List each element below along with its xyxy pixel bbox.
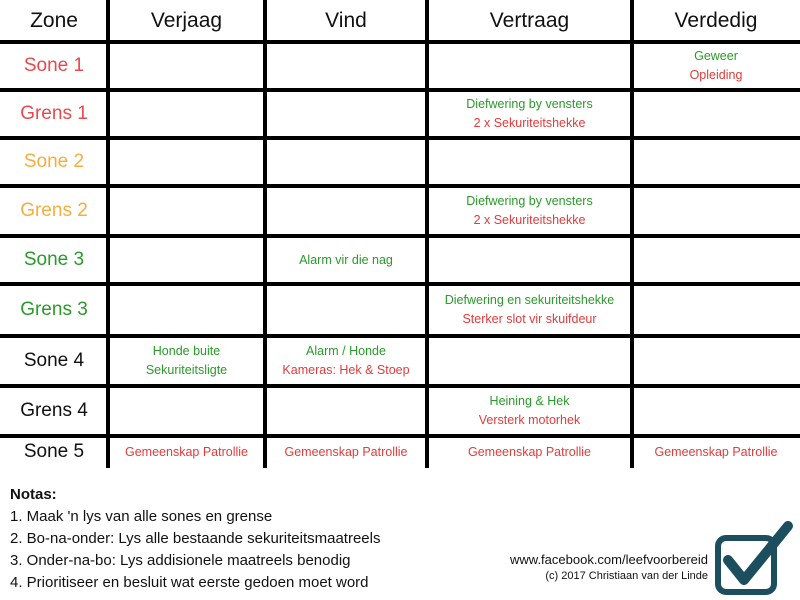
cell-entry: Gemeenskap Patrollie [284, 444, 408, 459]
copyright-text: (c) 2017 Christiaan van der Linde [545, 570, 708, 582]
table-cell [632, 90, 800, 138]
cell-entry: Diefwering en sekuriteitshekke [444, 293, 615, 307]
table-cell [265, 90, 427, 138]
table-cell [108, 386, 265, 436]
table-cell [632, 236, 800, 284]
zone-label: Sone 5 [23, 441, 85, 462]
table-cell [632, 138, 800, 186]
column-header: Zone [30, 9, 78, 32]
column-header: Verdedig [674, 9, 758, 32]
table-cell [632, 186, 800, 236]
table-cell [427, 138, 632, 186]
table-cell [632, 336, 800, 386]
cell-entry: Gemeenskap Patrollie [654, 444, 778, 459]
cell-entry: Sterker slot vir skuifdeur [462, 312, 597, 326]
cell-entry: Heining & Hek [489, 394, 570, 408]
cell-entry: Opleiding [689, 68, 743, 82]
zone-label: Sone 2 [23, 151, 85, 172]
cell-entry: 2 x Sekuriteitshekke [473, 213, 586, 227]
zone-label: Grens 1 [20, 103, 88, 124]
cell-entry: Alarm / Honde [306, 344, 386, 358]
zone-label: Sone 1 [23, 55, 85, 76]
table-cell [632, 42, 800, 90]
column-header: Verjaag [150, 9, 223, 32]
zone-label: Sone 3 [23, 249, 85, 270]
table-cell [427, 186, 632, 236]
zone-label: Grens 4 [20, 400, 88, 421]
table-cell [632, 386, 800, 436]
table-cell [108, 186, 265, 236]
table-cell [265, 284, 427, 336]
column-header: Vind [325, 9, 367, 32]
table-cell [108, 236, 265, 284]
cell-entry: Diefwering by vensters [466, 194, 593, 208]
cell-entry: Versterk motorhek [478, 413, 581, 427]
facebook-link[interactable]: www.facebook.com/leefvoorbereid [510, 552, 708, 567]
table-cell [427, 386, 632, 436]
table-cell [108, 42, 265, 90]
cell-entry: Diefwering by vensters [466, 97, 593, 111]
cell-entry: Gemeenskap Patrollie [468, 444, 591, 459]
note-item: 1. Maak 'n lys van alle sones en grense [10, 508, 273, 525]
checkmark-box-icon [714, 520, 794, 596]
table-cell [427, 42, 632, 90]
zone-label: Grens 2 [20, 200, 88, 221]
table-cell [427, 436, 632, 468]
table-cell [632, 436, 800, 468]
table-cell [265, 186, 427, 236]
cell-entry: Sekuriteitsligte [145, 363, 228, 377]
table-cell [265, 138, 427, 186]
note-item: 4. Prioritiseer en besluit wat eerste gedoen moet word [10, 574, 369, 591]
cell-entry: Honde buite [152, 344, 221, 358]
table-cell [632, 284, 800, 336]
notes-section [10, 484, 430, 594]
table-cell [427, 336, 632, 386]
cell-entry: Geweer [694, 49, 738, 63]
table-cell [108, 90, 265, 138]
table-cell [265, 436, 427, 468]
table-cell [108, 436, 265, 468]
table-cell [427, 236, 632, 284]
cell-entry: Gemeenskap Patrollie [125, 444, 248, 459]
table-cell [108, 138, 265, 186]
column-header: Vertraag [489, 9, 570, 32]
table-cell [265, 42, 427, 90]
credit [500, 552, 708, 584]
table-cell [265, 386, 427, 436]
table-cell [427, 90, 632, 138]
notes-title: Notas: [10, 486, 57, 503]
table-cell [265, 236, 427, 284]
cell-entry: Kameras: Hek & Stoep [282, 363, 410, 377]
table-cell [108, 336, 265, 386]
table-cell [265, 336, 427, 386]
zone-label: Sone 4 [23, 350, 85, 371]
table-cell [108, 284, 265, 336]
cell-entry: 2 x Sekuriteitshekke [473, 116, 586, 130]
zone-label: Grens 3 [20, 299, 88, 320]
note-item: 2. Bo-na-onder: Lys alle bestaande sekuriteitsmaatreels [10, 530, 381, 547]
cell-entry: Alarm vir die nag [299, 252, 393, 267]
table-cell [427, 284, 632, 336]
note-item: 3. Onder-na-bo: Lys addisionele maatreels benodig [10, 552, 351, 569]
